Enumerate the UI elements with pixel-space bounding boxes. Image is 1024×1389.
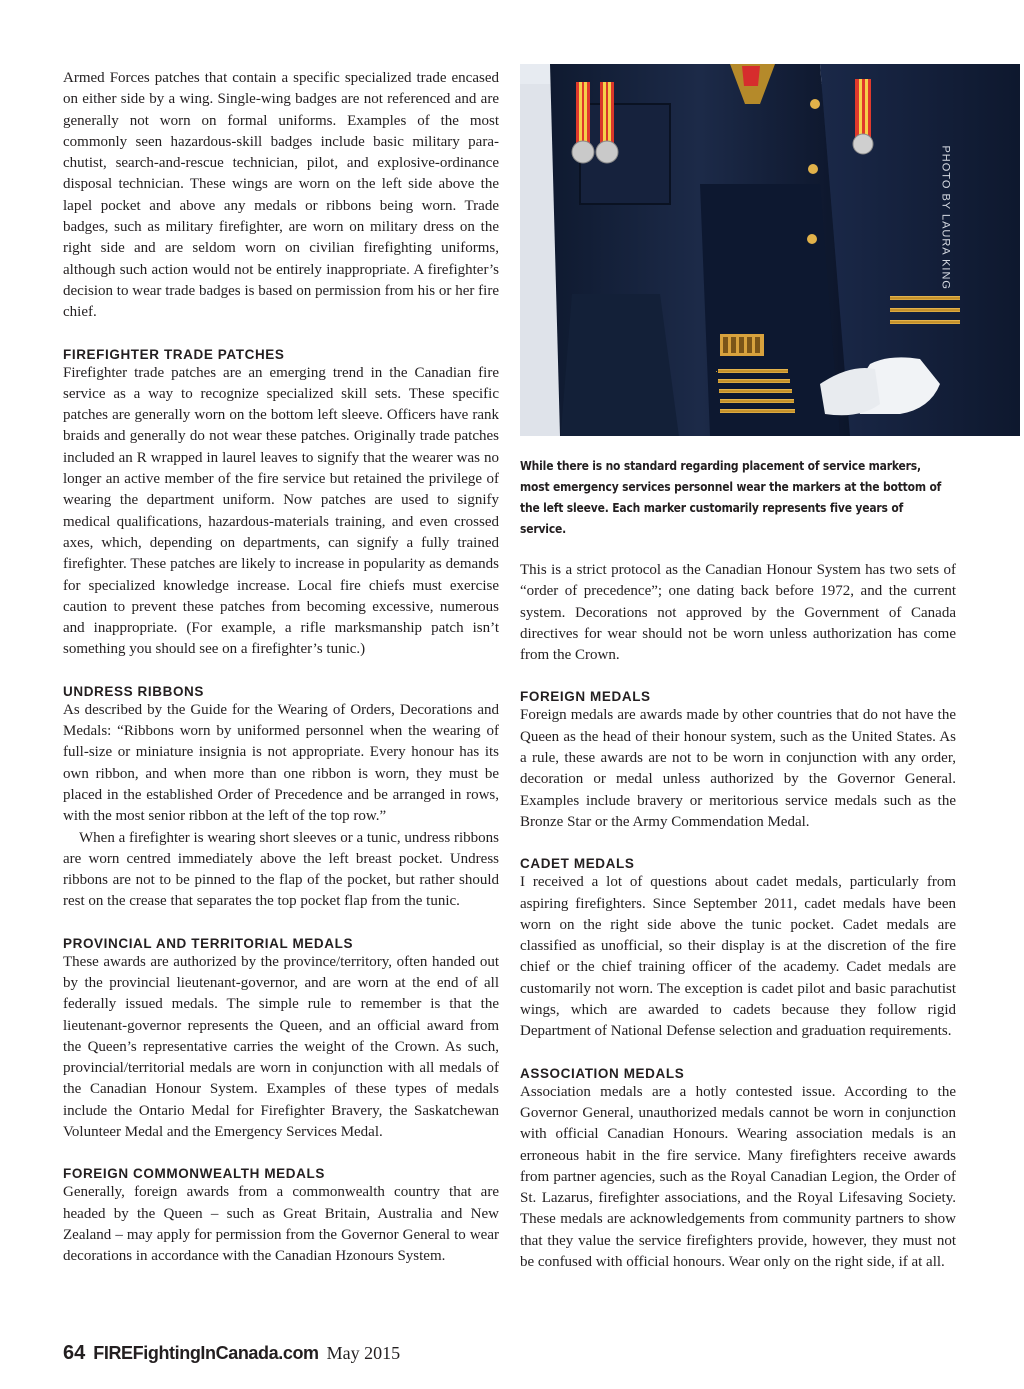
provincial-medals-paragraph: These awards are authorized by the province/territory, often handed out by the provincial lieutenant-governor, and are worn at the end of all federally issued medals. The simple rule to remember is that the lieutenant-governor represents the Queen, and an official award from the Queen’s representative carries the weight of the Crown. As such, provincial/territorial medals are worn in conjunction with all medals of the Canadian Honour System. Examples of these types of medals include the Ontario Medal for Firefighter Bravery, the Saskatchewan Volunteer Medal and the Emergency Services Medal. xyxy=(63,953,499,1141)
commonwealth-medals-paragraph: Generally, foreign awards from a commonwealth country that are headed by the Queen – such as Great Britain, Australia and New Zealand – may apply for permission from the Governor General to wear decorations in accordance with the Canadian Hzonours System. xyxy=(63,1184,499,1265)
site-name: FIREFightingInCanada.com xyxy=(93,1343,319,1363)
cadet-medals-paragraph: I received a lot of questions about cadet medals, particularly from aspiring firefighters. Since September 2011, cadet medals have been worn on the right side above the tunic pocket. Cadet medals are classified as unofficial, so their display is at the discretion of the fire chief or the chief training officer of the academy. Cadet medals are customarily not worn. The exception is cadet pilot and basic parachutist wings, which are awarded to cadets because they follow rigid Department of National Defense selection and graduation requirements. xyxy=(520,874,956,1040)
left-intro-paragraph: Armed Forces patches that contain a specific specialized trade encased on either side by a wing. Single-wing badges are not referenced and are generally not worn on formal uniforms. Examples of the most commonly seen hazardous-skill badges include basic military parachutist, search-and-rescue technician, pilot, and explosive-ordinance disposal technician. These wings are worn on the left side above the lapel pocket and above any medals or ribbons being worn. Trade badges, such as military firefighter, are worn on military dress on the right side and are seldom worn on civilian firefighting uniforms, although such action would not be entirely inappropriate. A firefighter’s decision to wear trade badges is based on permission from his or her fire chief. xyxy=(63,70,499,321)
commonwealth-medals-heading: FOREIGN COMMONWEALTH MEDALS xyxy=(63,1166,325,1182)
page-footer xyxy=(63,1342,400,1372)
left-column xyxy=(63,68,499,1268)
trade-patches-heading: FIREFIGHTER TRADE PATCHES xyxy=(63,346,285,362)
undress-ribbons-paragraph-2: When a firefighter is wearing short sleeves or a tunic, undress ribbons are worn centred immediately above the left breast pocket. Undress ribbons are not to be pinned to the flap of the pocket, but rather should rest on the crease that separates the top pocket flap from the tunic. xyxy=(63,829,499,910)
uniform-photo xyxy=(520,64,1020,436)
photo-credit: PHOTO BY LAURA KING xyxy=(940,145,952,290)
provincial-medals-heading: PROVINCIAL AND TERRITORIAL MEDALS xyxy=(63,935,354,951)
trade-patches-paragraph: Firefighter trade patches are an emerging trend in the Canadian fire service as a way to recognize specialized skill sets. These specific patches are generally worn on the bottom left sleeve. Officers have rank braids and generally do not wear these patches. Originally trade patches included an R wrapped in laurel leaves to signify that the wearer was no longer an active member of the fire service but retained the privilege of wearing the department uniform. Now patches are used to signify medical qualifications, hazardous-materials training, and even crossed axes, which, depending on departments, can signify a fully trained firefighter. These patches are likely to increase in popularity as demands for specialized knowledge increase. Local fire chiefs must exercise caution to prevent these patches from becoming excessive, numerous and inappropriate. (For example, a rifle marksmanship patch isn’t something you should see on a firefighter’s tunic.) xyxy=(63,364,499,658)
undress-ribbons-paragraph-1: As described by the Guide for the Wearing of Orders, Decorations and Medals: “Ribbons worn by uniformed personnel when the wearing of full-size or miniature insignia is not appropriate. Every honour has its own ribbon, and when more than one ribbon is worn, they must be placed in the established Order of Precedence and be arranged in rows, with the most senior ribbon at the left of the top row.” xyxy=(63,701,499,825)
page-number: 64 xyxy=(63,1342,86,1364)
cadet-medals-heading: CADET MEDALS xyxy=(520,856,635,872)
right-column xyxy=(520,560,956,1273)
foreign-medals-paragraph: Foreign medals are awards made by other countries that do not have the Queen as the head of their honour system, such as the United States. As a rule, these awards are not to be worn in conjunction with any order, decoration or medal unless authorized by the Governor General. Examples include bravery or meritorious service medals such as the Bronze Star or the Army Commendation Medal. xyxy=(520,707,956,830)
issue-date: May 2015 xyxy=(326,1343,401,1363)
photo-caption: While there is no standard regarding placement of service markers, most emergency services personnel wear the markers at the bottom of the left sleeve. Each marker customarily represents five years of service. xyxy=(520,458,942,536)
right-intro-paragraph: This is a strict protocol as the Canadian Honour System has two sets of “order of precedence”; one dating back before 1972, and the current system. Decorations not approved by the Government of Canada directives for wear should not be worn unless authorization has come from the Crown. xyxy=(520,562,956,664)
association-medals-heading: ASSOCIATION MEDALS xyxy=(520,1065,685,1081)
association-medals-paragraph: Association medals are a hotly contested issue. According to the Governor General, unauthorized medals cannot be worn in conjunction with official Canadian Honours. Wearing association medals is an erroneous habit in the fire service. Many firefighters receive awards from partner agencies, such as the Royal Canadian Legion, the Order of St. Lazarus, firefighter associations, and the Royal Lifesaving Society. These medals are acknowledgements from community partners to show that they value the service firefighters provide, however, they must not be confused with official honours. Wear only on the right side, if at all. xyxy=(520,1083,956,1271)
undress-ribbons-heading: UNDRESS RIBBONS xyxy=(63,683,205,699)
foreign-medals-heading: FOREIGN MEDALS xyxy=(520,689,651,705)
